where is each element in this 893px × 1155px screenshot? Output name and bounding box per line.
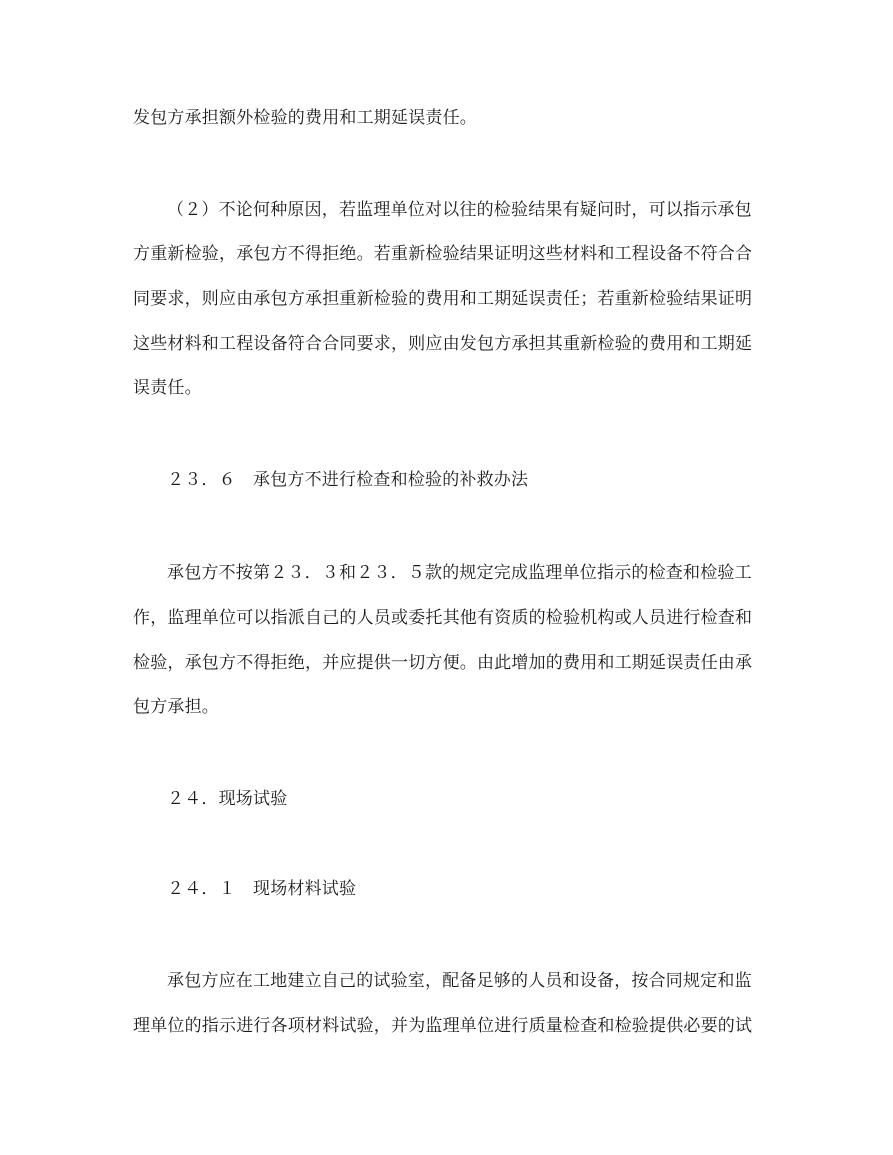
paragraph-3-line: 包方承担。 bbox=[133, 697, 219, 717]
paragraph-3-line: 承包方不按第２３．３和２３．５款的规定完成监理单位指示的检查和检验工 bbox=[167, 563, 752, 583]
paragraph-3-line: 作，监理单位可以指派自己的人员或委托其他有资质的检验机构或人员进行检查和 bbox=[133, 608, 753, 628]
section-heading-23-6: ２３．６ 承包方不进行检查和检验的补救办法 bbox=[167, 470, 529, 490]
paragraph-2-line: 这些材料和工程设备符合合同要求，则应由发包方承担其重新检验的费用和工期延 bbox=[133, 334, 753, 354]
paragraph-2-line: 同要求，则应由承包方承担重新检验的费用和工期延误责任；若重新检验结果证明 bbox=[133, 289, 753, 309]
paragraph-3-line: 检验，承包方不得拒绝，并应提供一切方便。由此增加的费用和工期延误责任由承 bbox=[133, 653, 753, 673]
section-heading-24: ２４．现场试验 bbox=[167, 789, 288, 809]
paragraph-4-line: 理单位的指示进行各项材料试验，并为监理单位进行质量检查和检验提供必要的试 bbox=[133, 1016, 753, 1036]
text-line: 发包方承担额外检验的费用和工期延误责任。 bbox=[133, 108, 477, 128]
paragraph-2-line: （２）不论何种原因，若监理单位对以往的检验结果有疑问时，可以指示承包 bbox=[167, 200, 752, 220]
section-heading-24-1: ２４．１ 现场材料试验 bbox=[167, 879, 357, 899]
paragraph-4-line: 承包方应在工地建立自己的试验室，配备足够的人员和设备，按合同规定和监 bbox=[167, 971, 752, 991]
paragraph-2-line: 误责任。 bbox=[133, 378, 202, 398]
paragraph-2-line: 方重新检验，承包方不得拒绝。若重新检验结果证明这些材料和工程设备不符合合 bbox=[133, 244, 753, 264]
